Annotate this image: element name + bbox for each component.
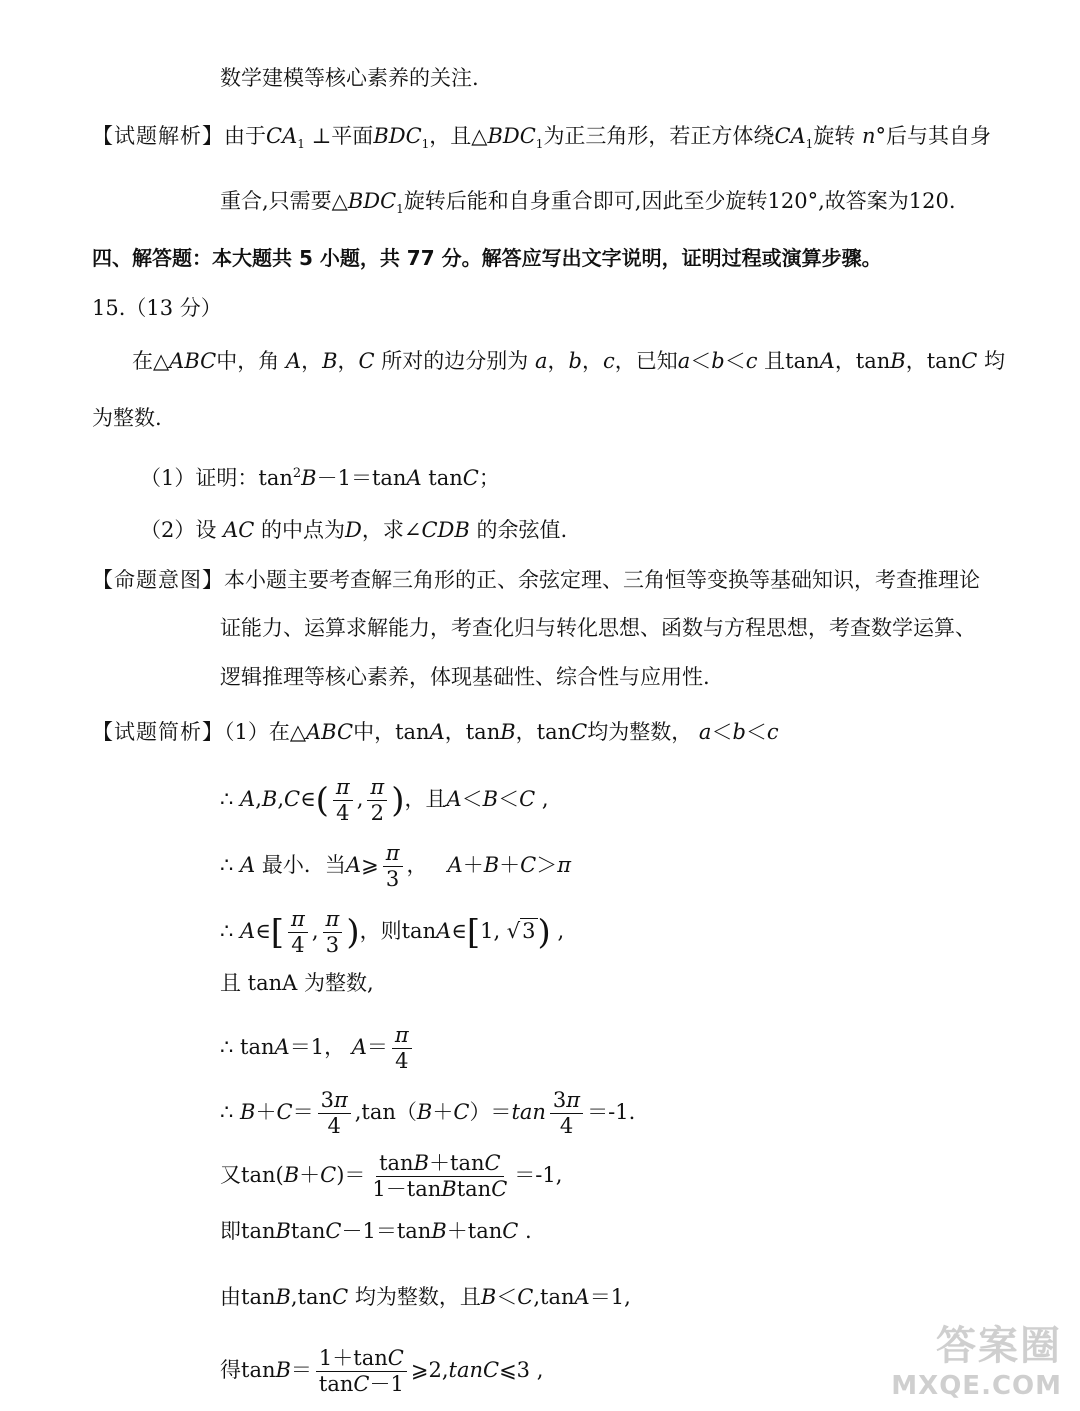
q15-part-2: （2）设 AC 的中点为D，求∠CDB 的余弦值. — [140, 518, 568, 542]
intent-line-3: 逻辑推理等核心素养，体现基础性、综合性与应用性. — [220, 665, 710, 689]
brief-tag: 【试题简析】 — [92, 720, 224, 744]
analysis-tag: 【试题解析】 — [92, 124, 224, 148]
watermark-logo — [891, 1314, 1062, 1401]
q14-analysis-line-1: 【试题解析】由于$CA_1$ ⊥平面$BDC_1$，且$\triangle BDC_1$为正三角形，若正方体绕$CA_1$旋转 n°后与其自身 — [92, 124, 992, 152]
q15-stem-line-2: 为整数. — [92, 406, 162, 430]
q14-analysis-line-2: 重合,只需要$\triangle BDC_1$旋转后能和自身重合即可,因此至少旋转120°,故答案为120. — [220, 189, 956, 217]
solution-line-7: ∴ B＋C＝ $\frac{3\pi}{4}$ ,tan（B＋C）＝tan $\frac{3\pi}{4}$ ＝-1. — [220, 1088, 636, 1139]
solution-line-6: ∴ tanA＝1， A＝ $\frac{\pi}{4}$ — [220, 1024, 416, 1073]
solution-line-9: 即tanBtanC－1＝tanB＋tanC . — [220, 1219, 532, 1243]
intent-line-1: 【命题意图】本小题主要考查解三角形的正、余弦定理、三角恒等变换等基础知识，考查推理论 — [92, 568, 980, 592]
watermark-top-text: 答案圈 — [936, 1323, 1062, 1369]
solution-line-1: 【试题简析】（1）在△ABC中，tanA，tanB，tanC均为整数， a＜b＜c — [92, 720, 779, 744]
q15-part-1: （1）证明：$\tan^2B-1=\tan A$ tanC； — [140, 466, 500, 490]
solution-line-5: 且 tanA 为整数, — [220, 971, 374, 995]
solution-line-11: 得tanB＝ $\frac{1+\tan C}{\tan C-1}$ ⩾2,tanC⩽3 , — [220, 1346, 544, 1397]
solution-line-3: ∴ A 最小．当A⩾ $\frac{\pi}{3}$ ， A＋B＋C＞π — [220, 841, 572, 892]
solution-line-2: ∴ A,B,C∈( $\frac{\pi}{4}$ , $\frac{\pi}{2}$ )，且A＜B＜C , — [220, 775, 549, 826]
intro-continuation: 数学建模等核心素养的关注. — [220, 66, 479, 90]
q15-stem-line-1: 在△ABC中，角 A，B，C 所对的边分别为 a，b，c，已知a＜b＜c 且tanA，tanB，tanC 均 — [132, 349, 1005, 373]
intent-line-2: 证能力、运算求解能力，考查化归与转化思想、函数与方程思想，考查数学运算、 — [220, 616, 976, 640]
intent-tag: 【命题意图】 — [92, 568, 224, 592]
solution-line-8: 又tan(B＋C)＝ $\frac{\tan B+\tan C}{\text{1－tanBtanC}}$ ＝-1, — [220, 1151, 563, 1202]
q15-number: 15.（13 分） — [92, 296, 222, 320]
watermark-bottom-text: MXQE.COM — [891, 1371, 1062, 1401]
solution-line-10: 由tanB,tanC 均为整数，且B＜C,tanA＝1, — [220, 1285, 631, 1309]
solution-line-4: ∴ A∈[ $\frac{\pi}{4}$ , $\frac{\pi}{3}$ )，则tanA∈[1, √3) , — [220, 907, 565, 958]
section-4-heading: 四、解答题：本大题共 5 小题，共 77 分。解答应写出文字说明，证明过程或演算步骤。 — [92, 246, 882, 270]
